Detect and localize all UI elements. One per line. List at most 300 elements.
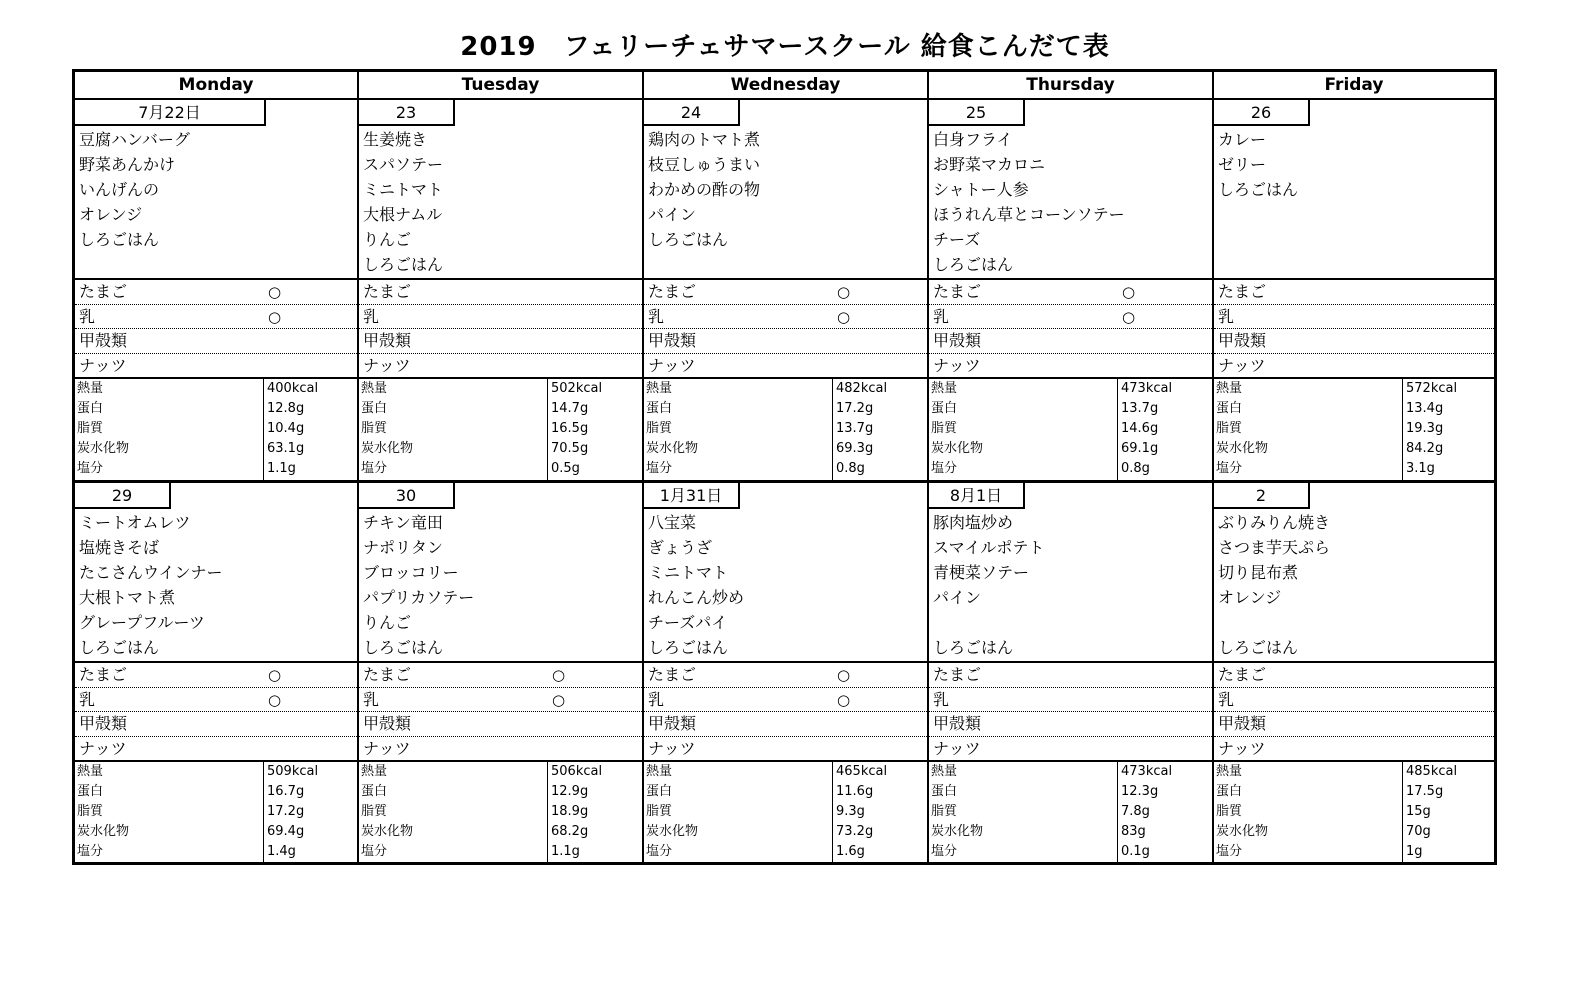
menu-item: カレー (1218, 130, 1267, 149)
nutrition-row (644, 459, 927, 479)
menu-item (1218, 202, 1492, 227)
allergen-row (1214, 305, 1494, 330)
nutrition-value: 482kcal (836, 381, 888, 396)
nutrition-value: 1.6g (836, 844, 865, 859)
nutrition-label: 脂質 (77, 421, 104, 436)
allergen-row (644, 280, 927, 305)
nutrition-label: 蛋白 (931, 784, 958, 799)
allergen-label: 乳 (1218, 689, 1235, 709)
menu-item: グレープフルーツ (79, 613, 205, 632)
day-cell (644, 483, 929, 862)
nutrition-value: 17.2g (267, 804, 305, 819)
allergen-mark: ○ (268, 307, 282, 326)
allergen-label: たまご (1218, 665, 1267, 684)
nutrition-value: 13.7g (1121, 401, 1159, 416)
nutrition-row (644, 802, 927, 822)
allergen-mark: ○ (837, 307, 851, 326)
nutrition-value: 0.5g (551, 461, 580, 476)
menu-item: ナポリタン (363, 538, 444, 557)
nutrition-row (644, 399, 927, 419)
nutrition-table (75, 379, 357, 480)
menu-list (648, 127, 925, 277)
allergen-row (75, 688, 357, 713)
allergen-mark: ○ (552, 666, 566, 684)
allergen-row (75, 305, 357, 330)
allergen-label: 乳 (933, 689, 950, 709)
allergen-row (1214, 712, 1494, 737)
allergen-label: たまご (363, 282, 412, 301)
nutrition-label: 塩分 (77, 844, 104, 859)
nutrition-label: 脂質 (931, 421, 958, 436)
allergen-mark: ○ (552, 690, 566, 709)
menu-item: お野菜マカロニ (933, 155, 1046, 174)
nutrition-row (644, 822, 927, 842)
nutrition-value: 15g (1406, 804, 1431, 819)
menu-item: オレンジ (1218, 588, 1282, 607)
menu-item (1218, 227, 1492, 252)
allergen-label: ナッツ (933, 355, 981, 375)
allergen-row (929, 280, 1212, 305)
menu-item: 枝豆しゅうまい (648, 155, 761, 174)
nutrition-value: 12.9g (551, 784, 589, 799)
menu-item: しろごはん (79, 230, 160, 249)
nutrition-table (929, 762, 1212, 862)
nutrition-label: 塩分 (361, 844, 388, 859)
allergen-table (1214, 661, 1494, 762)
nutrition-value: 473kcal (1121, 764, 1173, 779)
menu-item: しろごはん (648, 638, 729, 657)
nutrition-value: 0.8g (836, 461, 865, 476)
menu-item: 切り昆布煮 (1218, 563, 1299, 582)
allergen-row (75, 329, 357, 354)
nutrition-row (359, 802, 642, 822)
menu-item: りんご (363, 613, 412, 632)
nutrition-value: 73.2g (836, 824, 874, 839)
allergen-label: たまご (648, 282, 697, 301)
nutrition-row (1214, 459, 1494, 479)
menu-list (363, 510, 640, 660)
nutrition-label: 蛋白 (361, 401, 388, 416)
nutrition-value: 572kcal (1406, 381, 1458, 396)
nutrition-value: 502kcal (551, 381, 603, 396)
nutrition-row (359, 842, 642, 862)
nutrition-table (644, 379, 927, 480)
menu-list (79, 510, 355, 660)
allergen-row (75, 354, 357, 379)
nutrition-label: 蛋白 (646, 401, 673, 416)
menu-item: しろごはん (1218, 638, 1299, 657)
weekday-wednesday: Wednesday (644, 72, 929, 98)
week-2 (75, 483, 1494, 862)
nutrition-row (75, 399, 357, 419)
menu-item: 生姜焼き (363, 130, 428, 149)
nutrition-label: 脂質 (646, 804, 673, 819)
menu-item: 鶏肉のトマト煮 (648, 130, 761, 149)
allergen-label: 乳 (79, 306, 96, 326)
nutrition-value: 506kcal (551, 764, 603, 779)
menu-item: チーズパイ (648, 613, 728, 632)
nutrition-label: 炭水化物 (931, 824, 984, 839)
menu-item: ミートオムレツ (79, 513, 191, 532)
nutrition-value: 63.1g (267, 441, 305, 456)
nutrition-row (359, 439, 642, 459)
day-cell (359, 483, 644, 862)
menu-item (79, 252, 355, 277)
nutrition-row (1214, 842, 1494, 862)
allergen-label: たまご (1218, 282, 1267, 301)
menu-list (363, 127, 640, 277)
nutrition-value: 1.1g (551, 844, 580, 859)
menu-item: さつま芋天ぷら (1218, 538, 1331, 557)
menu-item: しろごはん (933, 638, 1014, 657)
nutrition-value: 1.4g (267, 844, 296, 859)
nutrition-label: 熱量 (646, 381, 673, 396)
nutrition-row (359, 379, 642, 399)
allergen-row (929, 329, 1212, 354)
nutrition-label: 炭水化物 (931, 441, 984, 456)
date-label: 30 (359, 483, 455, 509)
allergen-mark: ○ (837, 690, 851, 709)
nutrition-label: 塩分 (77, 461, 104, 476)
nutrition-value: 12.3g (1121, 784, 1159, 799)
nutrition-label: 塩分 (931, 461, 958, 476)
nutrition-table (359, 762, 642, 862)
allergen-row (359, 329, 642, 354)
menu-calendar (72, 69, 1497, 865)
allergen-row (929, 305, 1212, 330)
allergen-row (644, 688, 927, 713)
menu-item: しろごはん (933, 255, 1014, 274)
nutrition-label: 塩分 (646, 844, 673, 859)
nutrition-row (1214, 439, 1494, 459)
nutrition-row (75, 379, 357, 399)
nutrition-label: 塩分 (1216, 844, 1243, 859)
menu-item: 野菜あんかけ (79, 155, 176, 174)
day-cell (359, 100, 644, 480)
nutrition-value: 69.3g (836, 441, 874, 456)
nutrition-value: 3.1g (1406, 461, 1435, 476)
allergen-row (359, 737, 642, 762)
allergen-label: たまご (933, 282, 982, 301)
nutrition-label: 炭水化物 (361, 441, 414, 456)
nutrition-value: 14.6g (1121, 421, 1159, 436)
nutrition-row (359, 399, 642, 419)
allergen-label: 乳 (363, 306, 380, 326)
nutrition-value: 400kcal (267, 381, 319, 396)
nutrition-label: 熱量 (361, 381, 388, 396)
date-label: 26 (1214, 100, 1310, 126)
allergen-label: 甲殻類 (1218, 714, 1267, 733)
nutrition-label: 炭水化物 (646, 824, 699, 839)
nutrition-label: 脂質 (1216, 804, 1243, 819)
nutrition-row (359, 419, 642, 439)
nutrition-label: 熱量 (77, 381, 104, 396)
nutrition-label: 熱量 (931, 381, 958, 396)
allergen-label: たまご (648, 665, 697, 684)
nutrition-label: 脂質 (646, 421, 673, 436)
allergen-row (929, 354, 1212, 379)
allergen-table (75, 661, 357, 762)
allergen-row (1214, 688, 1494, 713)
menu-list (1218, 127, 1492, 277)
nutrition-label: 蛋白 (931, 401, 958, 416)
nutrition-label: 熱量 (1216, 764, 1243, 779)
allergen-row (1214, 354, 1494, 379)
day-cell (644, 100, 929, 480)
menu-item: チーズ (933, 230, 981, 249)
date-label: 7月22日 (75, 100, 266, 126)
nutrition-value: 14.7g (551, 401, 589, 416)
nutrition-label: 炭水化物 (646, 441, 699, 456)
nutrition-value: 0.8g (1121, 461, 1150, 476)
menu-item: しろごはん (79, 638, 160, 657)
allergen-row (75, 737, 357, 762)
allergen-mark: ○ (268, 666, 282, 684)
week-1 (75, 100, 1494, 483)
nutrition-row (644, 782, 927, 802)
nutrition-row (359, 822, 642, 842)
allergen-mark: ○ (268, 690, 282, 709)
menu-item (933, 610, 1210, 635)
allergen-table (1214, 278, 1494, 379)
menu-item: ゼリー (1218, 155, 1267, 174)
nutrition-row (359, 782, 642, 802)
nutrition-row (359, 459, 642, 479)
allergen-label: たまご (933, 665, 982, 684)
nutrition-label: 炭水化物 (77, 441, 130, 456)
allergen-label: 甲殻類 (648, 714, 697, 733)
nutrition-row (644, 762, 927, 782)
date-label: 2 (1214, 483, 1310, 509)
allergen-label: 乳 (933, 306, 950, 326)
allergen-row (1214, 663, 1494, 688)
nutrition-value: 17.2g (836, 401, 874, 416)
nutrition-label: 脂質 (1216, 421, 1243, 436)
nutrition-value: 69.1g (1121, 441, 1159, 456)
nutrition-label: 脂質 (361, 804, 388, 819)
allergen-label: ナッツ (363, 738, 411, 758)
allergen-row (1214, 329, 1494, 354)
menu-item: 大根トマト煮 (79, 588, 176, 607)
day-cell (929, 483, 1214, 862)
allergen-label: 乳 (363, 689, 380, 709)
nutrition-label: 炭水化物 (1216, 824, 1269, 839)
menu-item: 豚肉塩炒め (933, 513, 1014, 532)
nutrition-value: 9.3g (836, 804, 865, 819)
nutrition-label: 塩分 (646, 461, 673, 476)
day-cell (929, 100, 1214, 480)
allergen-row (75, 280, 357, 305)
menu-item: ぶりみりん焼き (1218, 513, 1331, 532)
allergen-row (1214, 737, 1494, 762)
menu-item (648, 252, 925, 277)
nutrition-label: 塩分 (1216, 461, 1243, 476)
menu-item: ほうれん草とコーンソテー (933, 205, 1125, 224)
date-label: 25 (929, 100, 1025, 126)
allergen-row (75, 663, 357, 688)
menu-item: ミニトマト (363, 180, 444, 199)
nutrition-row (929, 439, 1212, 459)
nutrition-table (644, 762, 927, 862)
weekday-monday: Monday (75, 72, 359, 98)
nutrition-row (359, 762, 642, 782)
nutrition-row (929, 822, 1212, 842)
allergen-row (75, 712, 357, 737)
allergen-label: ナッツ (1218, 738, 1266, 758)
allergen-label: 甲殻類 (1218, 331, 1267, 350)
nutrition-row (929, 762, 1212, 782)
nutrition-row (75, 802, 357, 822)
allergen-row (644, 305, 927, 330)
menu-item: ミニトマト (648, 563, 729, 582)
allergen-label: 甲殻類 (79, 331, 128, 350)
nutrition-value: 11.6g (836, 784, 874, 799)
allergen-row (644, 712, 927, 737)
menu-item: 白身フライ (933, 130, 1013, 149)
nutrition-value: 70.5g (551, 441, 589, 456)
nutrition-value: 1g (1406, 844, 1423, 859)
menu-item: しろごはん (363, 255, 444, 274)
menu-item: ブロッコリー (363, 563, 459, 582)
nutrition-label: 熱量 (361, 764, 388, 779)
allergen-row (929, 737, 1212, 762)
menu-item: しろごはん (648, 230, 729, 249)
nutrition-value: 10.4g (267, 421, 305, 436)
nutrition-label: 熱量 (931, 764, 958, 779)
menu-item: しろごはん (1218, 180, 1299, 199)
nutrition-table (1214, 762, 1494, 862)
menu-item: パイン (933, 588, 982, 607)
nutrition-value: 1.1g (267, 461, 296, 476)
allergen-row (1214, 280, 1494, 305)
menu-item: ぎょうざ (648, 538, 713, 557)
nutrition-label: 蛋白 (361, 784, 388, 799)
menu-list (933, 510, 1210, 660)
allergen-label: ナッツ (79, 738, 127, 758)
menu-list (1218, 510, 1492, 660)
nutrition-row (929, 802, 1212, 822)
menu-item: 塩焼きそば (79, 538, 160, 557)
allergen-mark: ○ (1122, 283, 1136, 301)
nutrition-row (644, 379, 927, 399)
nutrition-row (75, 822, 357, 842)
menu-item: チキン竜田 (363, 513, 443, 532)
nutrition-row (1214, 419, 1494, 439)
nutrition-label: 熱量 (1216, 381, 1243, 396)
nutrition-row (1214, 399, 1494, 419)
nutrition-value: 0.1g (1121, 844, 1150, 859)
menu-item: わかめの酢の物 (648, 180, 761, 199)
nutrition-label: 蛋白 (77, 784, 104, 799)
allergen-mark: ○ (1122, 307, 1136, 326)
nutrition-label: 蛋白 (77, 401, 104, 416)
nutrition-label: 蛋白 (1216, 401, 1243, 416)
allergen-label: たまご (79, 282, 128, 301)
nutrition-row (75, 782, 357, 802)
nutrition-label: 蛋白 (646, 784, 673, 799)
day-cell (1214, 483, 1494, 862)
allergen-label: ナッツ (1218, 355, 1266, 375)
allergen-row (359, 280, 642, 305)
nutrition-row (75, 439, 357, 459)
date-label: 23 (359, 100, 455, 126)
nutrition-label: 炭水化物 (361, 824, 414, 839)
nutrition-label: 脂質 (931, 804, 958, 819)
allergen-table (929, 278, 1212, 379)
allergen-row (644, 354, 927, 379)
nutrition-row (929, 379, 1212, 399)
allergen-label: 甲殻類 (648, 331, 697, 350)
allergen-label: たまご (79, 665, 128, 684)
nutrition-value: 509kcal (267, 764, 319, 779)
day-cell (75, 100, 359, 480)
allergen-row (359, 712, 642, 737)
nutrition-row (75, 762, 357, 782)
allergen-table (359, 661, 642, 762)
nutrition-value: 12.8g (267, 401, 305, 416)
allergen-row (359, 305, 642, 330)
nutrition-row (644, 439, 927, 459)
menu-item: たこさんウインナー (79, 563, 223, 582)
menu-item: シャトー人参 (933, 180, 1029, 199)
nutrition-value: 7.8g (1121, 804, 1150, 819)
nutrition-label: 熱量 (646, 764, 673, 779)
allergen-label: 乳 (79, 689, 96, 709)
allergen-label: 乳 (648, 306, 665, 326)
nutrition-value: 13.7g (836, 421, 874, 436)
allergen-label: ナッツ (648, 355, 696, 375)
allergen-row (359, 663, 642, 688)
allergen-label: ナッツ (648, 738, 696, 758)
allergen-row (644, 663, 927, 688)
allergen-row (644, 737, 927, 762)
allergen-label: ナッツ (933, 738, 981, 758)
allergen-label: たまご (363, 665, 412, 684)
menu-item (1218, 610, 1492, 635)
nutrition-value: 16.5g (551, 421, 589, 436)
menu-item: オレンジ (79, 205, 143, 224)
date-label: 24 (644, 100, 740, 126)
nutrition-row (929, 419, 1212, 439)
nutrition-label: 炭水化物 (1216, 441, 1269, 456)
allergen-label: ナッツ (363, 355, 411, 375)
menu-item: 大根ナムル (363, 205, 443, 224)
allergen-mark: ○ (837, 283, 851, 301)
menu-item: りんご (363, 230, 412, 249)
allergen-label: 甲殻類 (363, 714, 412, 733)
nutrition-row (929, 399, 1212, 419)
nutrition-row (75, 419, 357, 439)
nutrition-row (75, 459, 357, 479)
nutrition-table (75, 762, 357, 862)
menu-list (933, 127, 1210, 277)
nutrition-value: 19.3g (1406, 421, 1444, 436)
menu-item: れんこん炒め (648, 588, 745, 607)
date-label: 1月31日 (644, 483, 740, 509)
menu-item: パイン (648, 205, 697, 224)
menu-item: スパソテー (363, 155, 444, 174)
nutrition-value: 68.2g (551, 824, 589, 839)
allergen-mark: ○ (837, 666, 851, 684)
page-title: 2019 フェリーチェサマースクール 給食こんだて表 (460, 32, 1110, 62)
day-cell (1214, 100, 1494, 480)
nutrition-value: 16.7g (267, 784, 305, 799)
allergen-label: 乳 (1218, 306, 1235, 326)
weekday-header (75, 72, 1494, 100)
nutrition-value: 70g (1406, 824, 1431, 839)
nutrition-label: 塩分 (361, 461, 388, 476)
menu-item: パプリカソテー (363, 588, 475, 607)
